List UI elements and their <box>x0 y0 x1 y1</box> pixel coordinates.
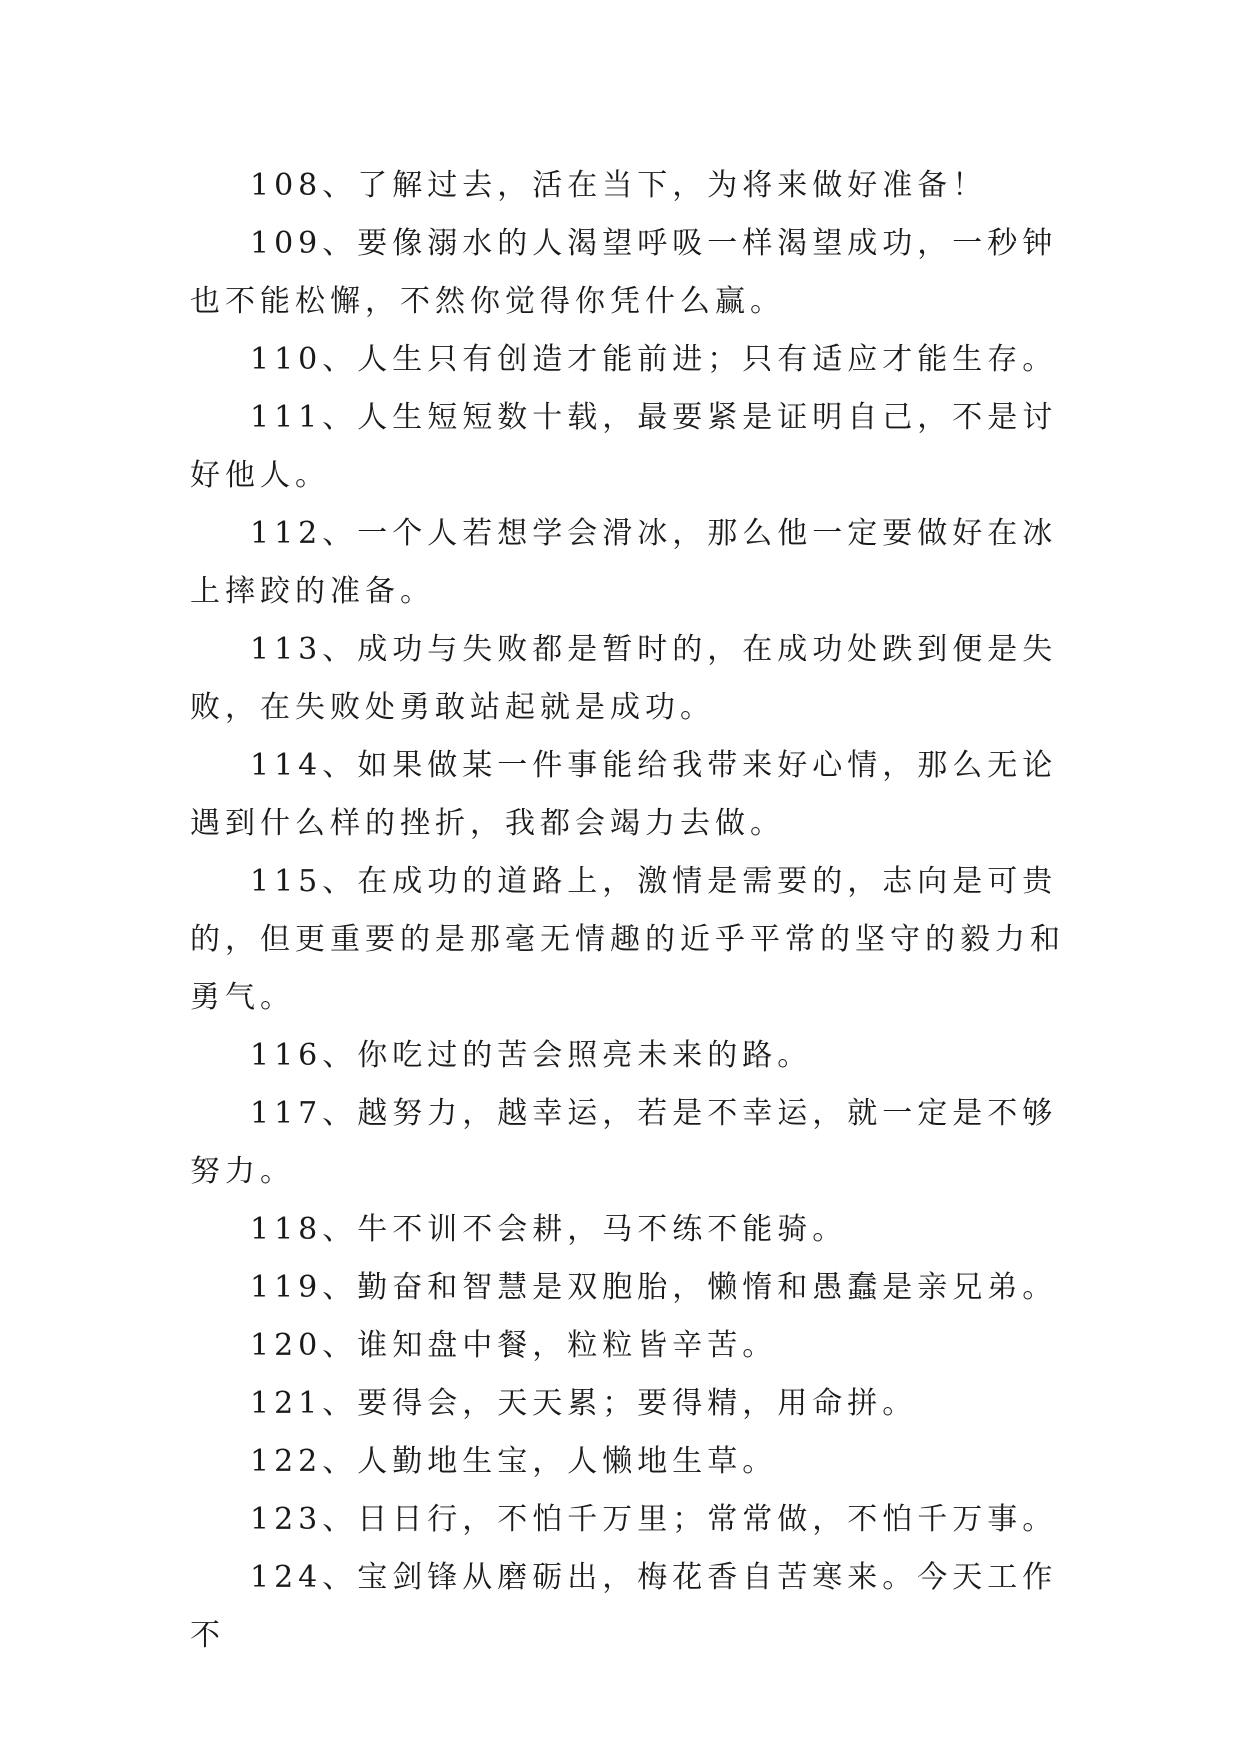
quote-paragraph-117: 117、越努力，越幸运，若是不幸运，就一定是不够努力。 <box>190 1096 1058 1189</box>
quote-paragraph-111: 111、人生短短数十载，最要紧是证明自己，不是讨好他人。 <box>190 400 1058 493</box>
quote-paragraph-120: 120、谁知盘中餐，粒粒皆辛苦。 <box>250 1328 778 1363</box>
quote-paragraph-109: 109、要像溺水的人渴望呼吸一样渴望成功，一秒钟也不能松懈，不然你觉得你凭什么赢。 <box>190 226 1058 319</box>
quote-paragraph-123: 123、日日行，不怕千万里；常常做，不怕千万事。 <box>250 1502 1058 1537</box>
quote-paragraph-113: 113、成功与失败都是暂时的，在成功处跌到便是失败，在失败处勇敢站起就是成功。 <box>190 632 1058 725</box>
document-body <box>190 157 1070 1665</box>
quote-paragraph-115: 115、在成功的道路上，激情是需要的，志向是可贵的，但更重要的是那毫无情趣的近乎平常的坚守的毅力和勇气。 <box>190 864 1065 1015</box>
quote-paragraph-108: 108、了解过去，活在当下，为将来做好准备！ <box>250 168 988 203</box>
quote-paragraph-112: 112、一个人若想学会滑冰，那么他一定要做好在冰上摔跤的准备。 <box>190 516 1058 609</box>
quote-paragraph-114: 114、如果做某一件事能给我带来好心情，那么无论遇到什么样的挫折，我都会竭力去做。 <box>190 748 1058 841</box>
quote-paragraph-124: 124、宝剑锋从磨砺出，梅花香自苦寒来。今天工作不 <box>190 1560 1058 1653</box>
quote-paragraph-118: 118、牛不训不会耕，马不练不能骑。 <box>250 1212 848 1247</box>
quote-paragraph-119: 119、勤奋和智慧是双胞胎，懒惰和愚蠢是亲兄弟。 <box>250 1270 1058 1305</box>
quote-paragraph-116: 116、你吃过的苦会照亮未来的路。 <box>250 1038 813 1073</box>
quote-paragraph-121: 121、要得会，天天累；要得精，用命拼。 <box>250 1386 918 1421</box>
quote-paragraph-122: 122、人勤地生宝，人懒地生草。 <box>250 1444 778 1479</box>
quote-paragraph-110: 110、人生只有创造才能前进；只有适应才能生存。 <box>250 342 1058 377</box>
